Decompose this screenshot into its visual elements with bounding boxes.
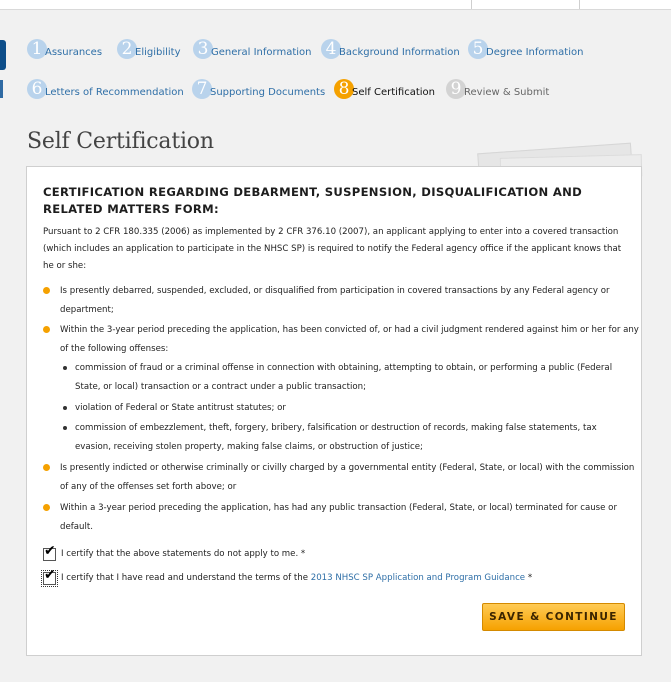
step-label: Letters of Recommendation: [45, 87, 184, 98]
certify-not-apply: [43, 542, 306, 561]
step-eligibility[interactable]: [117, 37, 181, 59]
step-number: 7: [192, 79, 212, 99]
certification-panel: [26, 166, 642, 656]
step-number: 9: [446, 79, 466, 99]
sub-list-item-text: commission of fraud or a criminal offense in connection with obtaining, attempting to obtain, or performing a public (Federal State, or local) transaction or a contract under a public transaction;: [75, 363, 613, 392]
bullet-icon: [43, 504, 50, 511]
step-label: General Information: [211, 47, 312, 58]
step-label: Degree Information: [486, 47, 584, 58]
top-bar: [0, 0, 671, 10]
guidance-link[interactable]: 2013 NHSC SP Application and Program Guidance: [310, 573, 526, 583]
sub-bullet-icon: [63, 366, 67, 370]
step-supporting-documents[interactable]: [192, 77, 325, 99]
step-label: Assurances: [45, 47, 103, 58]
step-review-submit[interactable]: [446, 77, 549, 99]
step-number: 1: [27, 39, 47, 59]
list-item-text: Within a 3-year period preceding the application, has had any public transaction (Federal, State, or local) terminated for cause or default.: [60, 503, 617, 532]
certify-read-guidance: [43, 566, 533, 585]
save-continue-button[interactable]: SAVE & CONTINUE: [482, 603, 625, 631]
step-label: Eligibility: [135, 47, 181, 58]
step-label: Review & Submit: [464, 87, 550, 98]
bullet-icon: [43, 326, 50, 333]
intro-text: Pursuant to 2 CFR 180.335 (2006) as implemented by 2 CFR 376.10 (2007), an applicant applying to enter into a covered transaction (which includes an application to participate in the NHSC SP) is required to notify the Federal agency office if the applicant knows that he or she:: [43, 227, 622, 271]
sub-bullet-icon: [63, 426, 67, 430]
step-label: Supporting Documents: [210, 87, 326, 98]
step-label: Self Certification: [352, 87, 436, 98]
step-background-information[interactable]: [321, 37, 460, 59]
checkmark-icon: ✔: [44, 566, 56, 583]
top-bar-divider: [579, 0, 580, 9]
step-number: 3: [193, 39, 213, 59]
bullet-icon: [43, 464, 50, 471]
top-bar-divider: [471, 0, 472, 9]
side-decoration: [0, 80, 3, 98]
certify-label-text: I certify that I have read and understand the terms of the: [61, 573, 311, 583]
step-number: 5: [468, 39, 488, 59]
step-number: 8: [334, 79, 354, 99]
sub-list-item-text: commission of embezzlement, theft, forgery, bribery, falsification or destruction of records, making false statements, tax evasion, receiving stolen property, making false claims, or obstruction of justice;: [75, 423, 597, 452]
bullet-icon: [43, 287, 50, 294]
certify-not-apply-checkbox[interactable]: [43, 542, 56, 561]
certify-read-guidance-checkbox[interactable]: [43, 566, 56, 585]
required-marker: *: [525, 573, 533, 583]
side-decoration: [0, 40, 6, 70]
page-title: Self Certification: [27, 129, 214, 154]
sub-bullet-icon: [63, 406, 67, 410]
step-letters-of-recommendation[interactable]: [27, 77, 184, 99]
step-number: 2: [117, 39, 137, 59]
step-general-information[interactable]: [193, 37, 311, 59]
list-item-text: Within the 3-year period preceding the application, has been convicted of, or had a civil judgment rendered against him or her for any of the following offenses:: [60, 325, 639, 354]
certify-not-apply-label: I certify that the above statements do not apply to me. *: [61, 549, 306, 559]
checkmark-icon: ✔: [44, 542, 56, 559]
step-self-certification[interactable]: [334, 77, 435, 99]
list-item-text: Is presently debarred, suspended, excluded, or disqualified from participation in covered transactions by any Federal agency or department;: [60, 286, 610, 315]
step-degree-information[interactable]: [468, 37, 583, 59]
sub-list-item-text: violation of Federal or State antitrust statutes; or: [75, 403, 286, 413]
step-label: Background Information: [339, 47, 460, 58]
list-item-text: Is presently indicted or otherwise criminally or civilly charged by a governmental entity (Federal, State, or local) with the commission of any of the offenses set forth above; or: [60, 463, 635, 492]
step-number: 4: [321, 39, 341, 59]
certify-read-guidance-label: [61, 573, 532, 583]
step-assurances[interactable]: [27, 37, 102, 59]
form-heading: CERTIFICATION REGARDING DEBARMENT, SUSPENSION, DISQUALIFICATION AND RELATED MATTERS FORM:: [43, 185, 583, 216]
step-number: 6: [27, 79, 47, 99]
